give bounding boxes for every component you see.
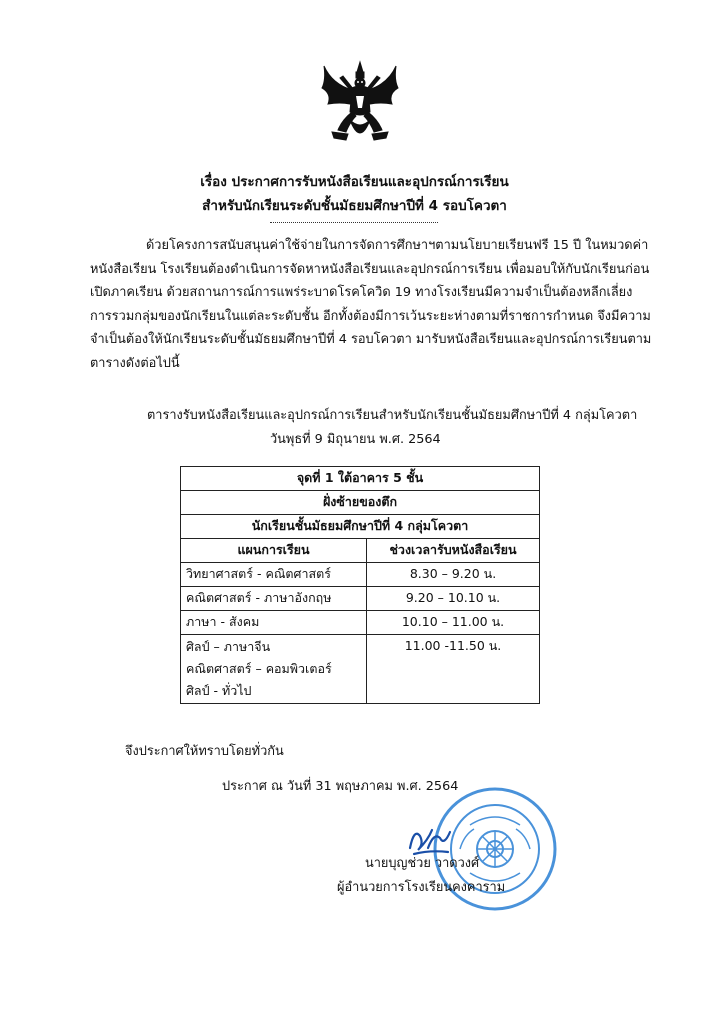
plan-cell [181,635,367,704]
table-row [181,611,540,635]
table-row [181,515,540,539]
column-header-plan: แผนการเรียน [181,539,367,563]
schedule-caption: ตารางรับหนังสือเรียนและอุปกรณ์การเรียนสำหรับนักเรียนชั้นมัธยมศึกษาปีที่ 4 กลุ่มโควตา [147,408,638,423]
paragraph-line: หนังสือเรียน โรงเรียนต้องดำเนินการจัดหาหนังสือเรียนและอุปกรณ์การเรียน เพื่อมอบให้กับนักเรียนก่อน [90,261,650,277]
plan-line: คณิตศาสตร์ – คอมพิวเตอร์ [186,661,332,676]
signer-title: ผู้อำนวยการโรงเรียนคงคาราม [337,880,506,895]
paragraph-line: ตารางดังต่อไปนี้ [90,355,180,371]
paragraph-line: การรวมกลุ่มของนักเรียนในแต่ละระดับชั้น อีกทั้งต้องมีการเว้นระยะห่างตามที่ราชการกำหนด จึงมีความ [90,308,651,324]
time-cell: 10.10 – 11.00 น. [367,611,540,635]
table-row [181,467,540,491]
dotted-divider [270,222,438,223]
plan-line: ศิลป์ – ภาษาจีน [186,639,271,654]
time-cell: 11.00 -11.50 น. [367,635,540,704]
subject-line: เรื่อง ประกาศการรับหนังสือเรียนและอุปกรณ์การเรียน [200,174,509,190]
plan-cell: ภาษา - สังคม [181,611,367,635]
column-header-time: ช่วงเวลารับหนังสือเรียน [367,539,540,563]
paragraph-line: ด้วยโครงการสนับสนุนค่าใช้จ่ายในการจัดการศึกษาฯตามนโยบายเรียนฟรี 15 ปี ในหมวดค่า [146,238,649,253]
location-side: ฝั่งซ้ายของตึก [181,491,540,515]
body-paragraph [90,234,652,376]
plan-cell: คณิตศาสตร์ - ภาษาอังกฤษ [181,587,367,611]
time-cell: 9.20 – 10.10 น. [367,587,540,611]
paragraph-line: เปิดภาคเรียน ด้วยสถานการณ์การแพร่ระบาดโรคโควิด 19 ทางโรงเรียนมีความจำเป็นต้องหลีกเลี่ยง [90,285,633,301]
subject-line-2: สำหรับนักเรียนระดับชั้นมัธยมศึกษาปีที่ 4 รอบโควตา [202,198,507,214]
table-row [181,491,540,515]
time-cell: 8.30 – 9.20 น. [367,563,540,587]
plan-cell: วิทยาศาสตร์ - คณิตศาสตร์ [181,563,367,587]
plan-line: ศิลป์ - ทั่วไป [186,683,252,698]
schedule-table [180,466,540,704]
garuda-emblem-icon [318,60,402,146]
announcement-date: ประกาศ ณ วันที่ 31 พฤษภาคม พ.ศ. 2564 [222,779,459,794]
table-header-row [181,539,540,563]
closing-notice: จึงประกาศให้ทราบโดยทั่วกัน [125,744,284,759]
table-row [181,635,540,704]
student-group: นักเรียนชั้นมัธยมศึกษาปีที่ 4 กลุ่มโควตา [181,515,540,539]
location-point: จุดที่ 1 ใต้อาคาร 5 ชั้น [181,467,540,491]
signer-name: นายบุญช่วย วาดวงศ์ [365,856,480,871]
table-row [181,563,540,587]
table-row [181,587,540,611]
paragraph-line: จำเป็นต้องให้นักเรียนระดับชั้นมัธยมศึกษาปีที่ 4 รอบโควตา มารับหนังสือเรียนและอุปกรณ์การเรียนตาม [90,332,652,348]
schedule-date: วันพุธที่ 9 มิถุนายน พ.ศ. 2564 [270,432,441,447]
